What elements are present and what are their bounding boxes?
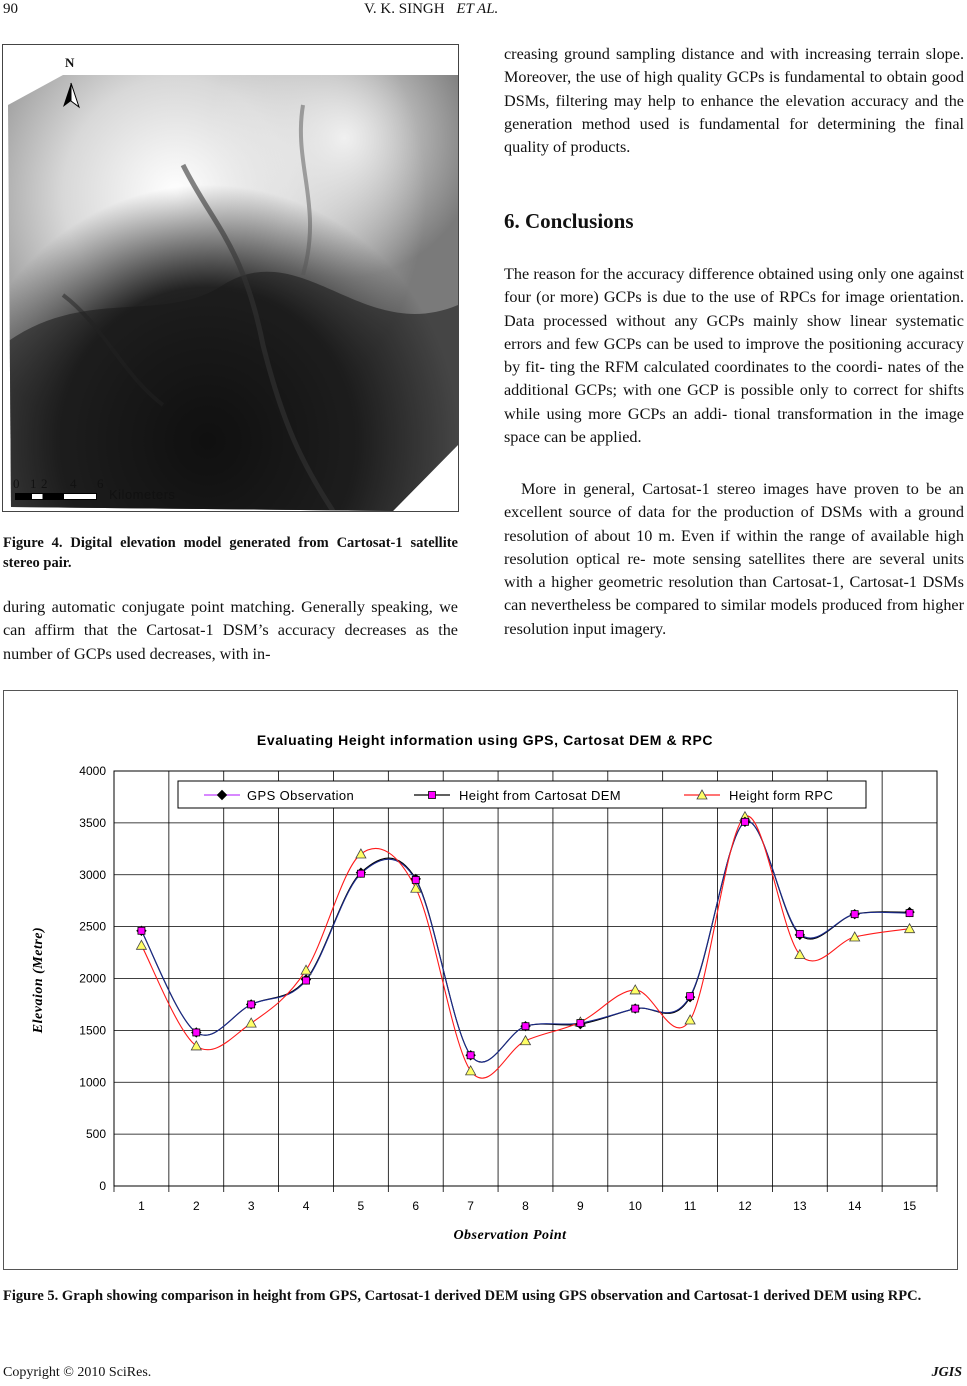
y-tick-label: 4000 xyxy=(79,764,106,778)
data-point-series-3 xyxy=(521,1036,531,1045)
figure-5-chart xyxy=(3,690,958,1270)
data-point-series-3 xyxy=(905,924,915,933)
scale-tick-label: 0 xyxy=(13,476,20,491)
x-tick-label: 1 xyxy=(138,1199,145,1213)
legend-label: Height from Cartosat DEM xyxy=(459,788,622,803)
right-column-paragraph-top: creasing ground sampling distance and with increasing terrain slope. Moreover, the use of high quality GCPs is fundamental to obtain good DSMs, filtering may help to enhance the elevation accuracy and the generation method used is fundamental for determining the final quality of products. xyxy=(504,45,964,157)
y-axis-label: Elevaion (Metre) xyxy=(31,926,46,1034)
data-point-series-2 xyxy=(796,930,803,937)
data-point-series-2 xyxy=(687,993,694,1000)
scale-bar-graphic xyxy=(15,493,97,500)
y-tick-label: 3000 xyxy=(79,867,106,882)
data-point-series-3 xyxy=(685,1015,695,1024)
data-point-series-2 xyxy=(577,1020,584,1027)
scale-tick-label: 1 xyxy=(30,476,37,491)
data-point-series-3 xyxy=(301,965,311,974)
scale-tick-label: 2 xyxy=(41,476,48,491)
legend-marker xyxy=(429,792,436,799)
y-tick-label: 1500 xyxy=(79,1023,106,1038)
figure-4-caption: Figure 4. Digital elevation model generated from Cartosat-1 satellite stereo pair. xyxy=(3,535,458,571)
dem-map xyxy=(3,45,458,511)
data-point-series-3 xyxy=(136,940,146,949)
x-axis-label: Observation Point xyxy=(453,1228,567,1243)
north-label: N xyxy=(65,55,75,70)
data-point-series-3 xyxy=(356,849,366,858)
data-point-series-2 xyxy=(303,977,310,984)
x-tick-label: 3 xyxy=(247,1199,255,1213)
section-heading: 6. Conclusions xyxy=(504,209,634,233)
copyright: Copyright © 2010 SciRes. xyxy=(3,1365,152,1380)
scale-unit: Kilometers xyxy=(109,487,176,502)
data-point-series-3 xyxy=(466,1066,476,1075)
page-number: 90 xyxy=(3,1,18,17)
x-tick-label: 10 xyxy=(628,1199,642,1213)
data-point-series-2 xyxy=(138,927,145,934)
data-point-series-3 xyxy=(795,950,805,959)
data-point-series-3 xyxy=(630,985,640,994)
running-title-etal: ET AL. xyxy=(456,1,499,17)
data-point-series-2 xyxy=(906,910,913,917)
x-tick-label: 11 xyxy=(683,1199,697,1213)
elevation-line-chart xyxy=(4,691,957,1269)
conclusions-paragraph-1: The reason for the accuracy difference obtained using only one against four (or more) GCPs is due to the use of RPCs for image orientation. Data processed without any GCPs mainly show linear systematic errors and few GCPs can be used to improve the positioning accuracy by fit- ting the RFM calculated coordinates to the coordi- nates of the additional GCPs; with one GCP is possible only to correct for shifts while using more GCPs an addi- tional transformation in the image space can be applied. xyxy=(504,265,964,447)
x-tick-label: 8 xyxy=(522,1199,529,1213)
data-point-series-2 xyxy=(467,1052,474,1059)
running-title-author: V. K. SINGH xyxy=(364,1,445,17)
data-point-series-2 xyxy=(412,876,419,883)
figure-5-caption: Figure 5. Graph showing comparison in height from GPS, Cartosat-1 derived DEM using GPS observation and Cartosat-1 derived DEM using RPC. xyxy=(3,1288,922,1304)
scale-tick-label: 6 xyxy=(97,476,104,491)
left-column-paragraph: during automatic conjugate point matching. Generally speaking, we can affirm that the Cartosat-1 DSM’s accuracy decreases as the number of GCPs used decreases, with in- xyxy=(3,598,458,663)
conclusions-paragraph-2: More in general, Cartosat-1 stereo images have proven to be an excellent source of data for the production of DSMs with a ground resolution of about 10 m. Even if within the range of available high resolution optical re- mote sensing satellites there are several units with a higher geometric resolution than Cartosat-1, Cartosat-1 DSMs can nevertheless be compared to similar models produced from higher resolution input imagery. xyxy=(504,480,964,638)
x-tick-label: 14 xyxy=(848,1199,862,1213)
y-tick-label: 2500 xyxy=(79,919,106,934)
x-tick-label: 15 xyxy=(902,1199,917,1213)
figure-4-dem-image xyxy=(2,44,459,512)
data-point-series-2 xyxy=(248,1001,255,1008)
data-point-series-3 xyxy=(246,1018,256,1027)
data-point-series-2 xyxy=(632,1005,639,1012)
legend-label: GPS Observation xyxy=(247,788,355,803)
data-point-series-2 xyxy=(741,818,748,825)
data-point-series-2 xyxy=(357,870,364,877)
x-tick-label: 6 xyxy=(412,1199,420,1213)
chart-title: Evaluating Height information using GPS, Cartosat DEM & RPC xyxy=(256,732,714,748)
scale-bar xyxy=(13,476,118,492)
x-tick-label: 13 xyxy=(793,1199,807,1213)
chart-legend xyxy=(178,781,866,808)
x-tick-label: 9 xyxy=(577,1199,584,1213)
data-point-series-2 xyxy=(851,911,858,918)
x-tick-label: 2 xyxy=(192,1199,200,1213)
y-tick-label: 1000 xyxy=(79,1075,106,1090)
y-tick-label: 500 xyxy=(85,1127,106,1142)
journal-name: JGIS xyxy=(931,1365,962,1380)
y-tick-label: 0 xyxy=(99,1179,106,1193)
x-tick-label: 5 xyxy=(357,1199,365,1213)
data-point-series-2 xyxy=(522,1023,529,1030)
y-tick-label: 3500 xyxy=(79,815,106,830)
x-tick-label: 7 xyxy=(467,1199,474,1213)
running-title xyxy=(364,1,498,18)
data-point-series-2 xyxy=(193,1029,200,1036)
legend-label: Height form RPC xyxy=(729,788,834,803)
x-tick-label: 12 xyxy=(738,1199,752,1213)
x-tick-label: 4 xyxy=(302,1199,310,1213)
y-tick-label: 2000 xyxy=(79,971,106,986)
scale-tick-label: 4 xyxy=(70,476,77,491)
